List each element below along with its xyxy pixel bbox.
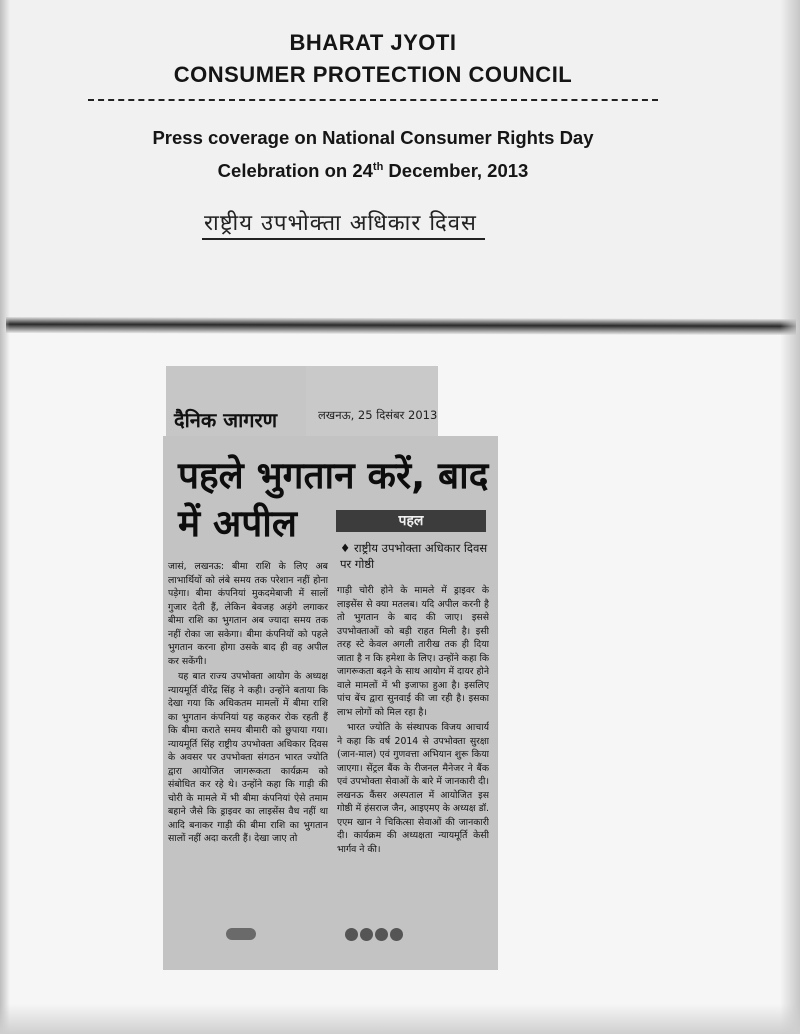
section-tag: पहल [336,510,486,532]
paragraph: गाड़ी चोरी होने के मामले में ड्राइवर के लाइसेंस से क्या मतलब। यदि अपील करनी है तो भुगतान के बाद की जाए। इससे उपभोक्ताओं को बड़ी राहत मिली है। इसी तरह स्टे केवल अगली तारीख तक ही दिया जाता है न कि हमेशा के लिए। उन्होंने कहा कि जागरूकता बढ़ने के साथ आयोग में दायर होने वाले मामलों में भी इजाफा हुआ है। इसलिए पांच बेंच द्वारा सुनवाई की जा रही है। इसका लाभ लोगों को मिल रहा है। [337,585,489,718]
dot-icon [360,928,373,941]
newspaper-dateline [306,366,438,436]
celebration-text: Celebration on 24 [217,160,373,181]
dot-icon [345,928,358,941]
headline-line2: में अपील [178,502,297,545]
article-column-1 [168,560,328,932]
celebration-date-line [0,160,746,182]
celebration-date: December, 2013 [383,160,529,181]
paragraph: यह बात राज्य उपभोक्ता आयोग के अध्यक्ष न्यायमूर्ति वीरेंद्र सिंह ने कही। उन्होंने बताया कि देखा गया कि अधिकतम मामलों में बीमा राशि का भुगतान कंपनियां यह कहकर रोक रहती हैं कि बीमा कराते समय बीमारी को छुपाया गया। न्यायमूर्ति सिंह राष्ट्रीय उपभोक्ता अधिकार दिवस के अवसर पर उपभोक्ता संगठन भारत ज्योति द्वारा आयोजित जागरूकता कार्यक्रम को संबोधित कर रहे थे। उन्होंने कहा कि गाड़ी की चोरी के मामले में भी बीमा कंपनियां ऐसे तमाम बहाने जैसे कि ड्राइवर का लाइसेंस वैध नहीं था आदि बनाकर गाड़ी की बीमा राशि का भुगतान सालों नहीं अदा करती हैं। देखा जाए तो [168,671,328,844]
sub-caption: ♦ राष्ट्रीय उपभोक्ता अधिकार दिवस पर गोष्ठी [340,541,488,571]
press-coverage-title: Press coverage on National Consumer Rights Day [152,127,594,148]
dateline-text: लखनऊ, 25 दिसंबर 2013 [318,408,438,422]
hindi-title: राष्ट्रीय उपभोक्ता अधिकार दिवस [202,207,485,240]
ornament-left [226,928,256,940]
headline-line1: पहले भुगतान करें, बाद [178,454,489,497]
sheet-edge-shadow [6,317,796,335]
paragraph: जासं, लखनऊ: बीमा राशि के लिए अब लाभार्थियों को लंबे समय तक परेशान नहीं होना पड़ेगा। बीमा कंपनियां मुकदमेबाजी में सालों गुजार देती हैं, लेकिन बेवजह अड़ंगे लगाकर बीमा राशि का भुगतान अब ज्यादा समय तक नहीं रोका जा सकेगा। बीमा कंपनियों को पहले भुगतान करना होगा उसके बाद ही वह अपील कर सकेंगी। [168,561,328,667]
bottom-scan-shadow [0,1004,800,1034]
masthead-name: दैनिक जागरण [174,408,278,432]
org-name-line1: BHARAT JYOTI [289,30,457,55]
newspaper-masthead [166,366,306,436]
org-name-line2: CONSUMER PROTECTION COUNCIL [173,62,573,87]
right-scan-shadow [780,0,800,1034]
date-suffix: th [372,160,384,173]
dashed-divider [88,99,658,101]
left-scan-shadow [0,0,10,1034]
article-column-2 [337,584,489,904]
dot-icon [390,928,403,941]
ornament-dots [345,926,405,940]
paragraph: भारत ज्योति के संस्थापक विजय आचार्य ने कहा कि वर्ष 2014 से उपभोक्ता सुरक्षा (जान-माल) एवं गुणवत्ता अभियान शुरू किया जाएगा। सेंट्रल बैंक के रीजनल मैनेजर ने बैंक एवं उपभोक्ता सेवाओं के बारे में जानकारी दी। लखनऊ कैंसर अस्पताल में आयोजित इस गोष्ठी में हंसराज जैन, आइएमए के अध्यक्ष डॉ. एएम खान ने चिकित्सा सेवाओं की जानकारी दी। कार्यक्रम की अध्यक्षता न्यायमूर्ति केसी भार्गव ने की। [337,722,489,855]
news-headline [178,452,493,548]
dot-icon [375,928,388,941]
